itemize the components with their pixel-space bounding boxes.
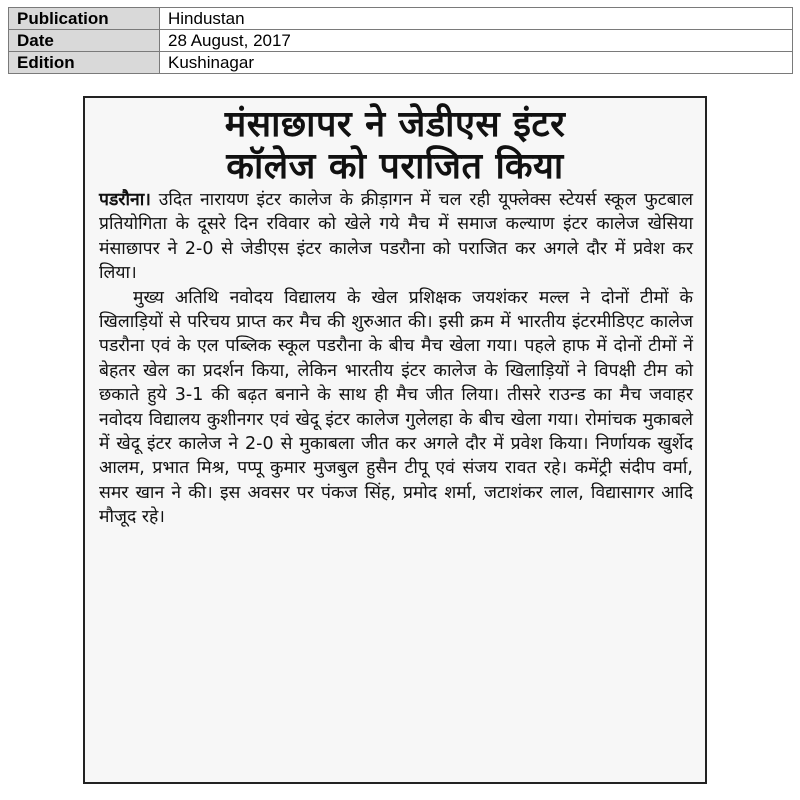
metadata-row-publication bbox=[9, 8, 793, 30]
dateline: पडरौना। bbox=[99, 190, 151, 210]
article-headline bbox=[95, 104, 695, 188]
publication-label: Publication bbox=[9, 8, 160, 30]
metadata-row-edition bbox=[9, 52, 793, 74]
clipping-metadata-table bbox=[8, 7, 793, 74]
paragraph-1-text: उदित नारायण इंटर कालेज के क्रीड़ागन में चल रही यूफ्लेक्स स्टेयर्स स्कूल फुटबाल प्रतियोगिता के दूसरे दिन रविवार को खेले गये मैच में समाज कल्याण इंटर कालेज खेसिया मंसाछापर ने 2-0 से जेडीएस इंटर कालेज पडरौना को पराजित कर अगले दौर में प्रवेश कर लिया। bbox=[99, 190, 693, 284]
date-label: Date bbox=[9, 30, 160, 52]
publication-value: Hindustan bbox=[160, 8, 793, 30]
date-value: 28 August, 2017 bbox=[160, 30, 793, 52]
article-paragraph-1 bbox=[99, 188, 693, 286]
metadata-row-date bbox=[9, 30, 793, 52]
headline-line-1: मंसाछापर ने जेडीएस इंटर bbox=[224, 104, 566, 145]
edition-label: Edition bbox=[9, 52, 160, 74]
article-body bbox=[99, 188, 693, 530]
newspaper-clipping bbox=[83, 96, 707, 784]
headline-line-2: कॉलेज को पराजित किया bbox=[226, 146, 564, 187]
edition-value: Kushinagar bbox=[160, 52, 793, 74]
article-paragraph-2: मुख्य अतिथि नवोदय विद्यालय के खेल प्रशिक्षक जयशंकर मल्ल ने दोनों टीमों के खिलाड़ियों से परिचय प्राप्त कर मैच की शुरुआत की। इसी क्रम में भारतीय इंटरमीडिएट कालेज पडरौना एवं के एल पब्लिक स्कूल पडरौना के बीच मैच खेला गया। पहले हाफ में दोनों टीमों नें बेहतर खेल का प्रदर्शन किया, लेकिन भारतीय इंटर कालेज के खिलाड़ियों ने विपक्षी टीम को छकाते हुये 3-1 की बढ़त बनाने के साथ ही मैच जीत लिया। तीसरे राउन्ड का मैच जवाहर नवोदय विद्यालय कुशीनगर एवं खेदू इंटर कालेज गुलेलहा के बीच खेला गया। रोमांचक मुकाबले में खेदू इंटर कालेज ने 2-0 से मुकाबला जीत कर अगले दौर में प्रवेश किया। निर्णायक खुर्शेद आलम, प्रभात मिश्र, पप्पू कुमार मुजबुल हुसैन टीपू एवं संजय रावत रहे। कमेंट्री संदीप वर्मा, समर खान ने की। इस अवसर पर पंकज सिंह, प्रमोद शर्मा, जटाशंकर लाल, विद्यासागर आदि मौजूद रहे। bbox=[99, 287, 693, 528]
